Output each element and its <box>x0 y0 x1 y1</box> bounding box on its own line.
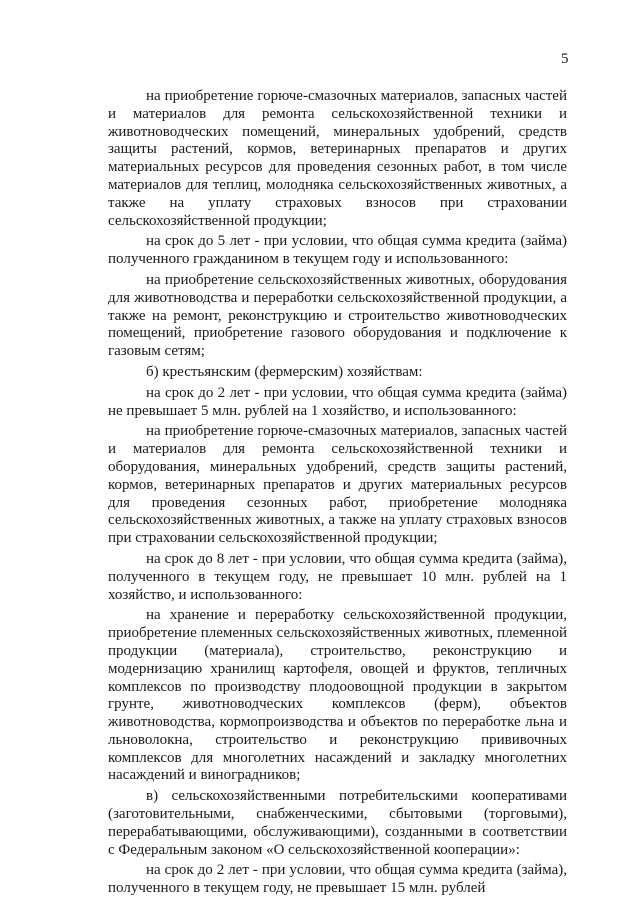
paragraph-3: на приобретение сельскохозяйственных животных, оборудования для животноводства и переработки сельскохозяйственной продукции, а также на ремонт, реконструкцию и строительство животноводческих помещений, приобретение газового оборудования и подключение к газовым сетям; <box>108 271 567 360</box>
paragraph-4: б) крестьянским (фермерским) хозяйствам: <box>146 363 423 380</box>
paragraph-6: на приобретение горюче-смазочных материалов, запасных частей и материалов для ремонта сельскохозяйственной техники и оборудования, минеральных удобрений, средств защиты растений, кормов, ветеринарных препаратов и других материальных ресурсов для проведения сезонных работ, приобретение молодняка сельскохозяйственных животных, а также на уплату страховых взносов при страховании сельскохозяйственной продукции; <box>108 423 567 547</box>
paragraph-9: в) сельскохозяйственными потребительскими кооперативами (заготовительными, снабженческими, сбытовыми (торговыми), перерабатывающими, обслуживающими), созданными в соответствии с Федеральным законом «О сельскохозяйственной кооперации»: <box>108 788 567 858</box>
paragraph-2: на срок до 5 лет - при условии, что общая сумма кредита (займа) полученного гражданином в текущем году и использованного: <box>108 233 567 268</box>
paragraph-10: на срок до 2 лет - при условии, что общая сумма кредита (займа), полученного в текущем году, не превышает 15 млн. рублей <box>108 862 567 897</box>
paragraph-8: на хранение и переработку сельскохозяйственной продукции, приобретение племенных сельскохозяйственных животных, племенной продукции (материала), строительство, реконструкцию и модернизацию хранилищ картофеля, овощей и фруктов, тепличных комплексов по производству плодоовощной продукции в закрытом грунте, животноводческих комплексов (ферм), объектов животноводства, кормопроизводства и объектов по переработке льна и льноволокна, строительство и реконструкцию прививочных комплексов для многолетних насаждений и закладку многолетних насаждений и виноградников; <box>108 607 567 784</box>
paragraph-5: на срок до 2 лет - при условии, что общая сумма кредита (займа) не превышает 5 млн. рублей на 1 хозяйство, и использованного: <box>108 384 567 419</box>
document-body <box>108 88 567 898</box>
paragraph-7: на срок до 8 лет - при условии, что общая сумма кредита (займа), полученного в текущем году, не превышает 10 млн. рублей на 1 хозяйство, и использованного: <box>108 550 567 603</box>
page-number: 5 <box>561 51 569 67</box>
paragraph-1: на приобретение горюче-смазочных материалов, запасных частей и материалов для ремонта сельскохозяйственной техники и животноводческих помещений, минеральных удобрений, средств защиты растений, кормов, ветеринарных препаратов и других материальных ресурсов для проведения сезонных работ, в том числе материалов для теплиц, молодняка сельскохозяйственных животных, а также на уплату страховых взносов при страховании сельскохозяйственной продукции; <box>108 88 567 229</box>
